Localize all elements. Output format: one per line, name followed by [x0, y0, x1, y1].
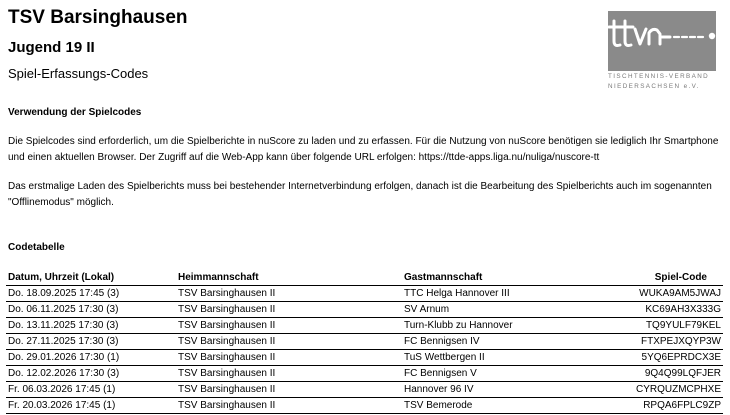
table-row: [6, 286, 723, 302]
cell-game-code: TQ9YULF79KEL: [606, 318, 723, 334]
codetable-heading: Codetabelle: [8, 242, 65, 253]
cell-home-team: TSV Barsinghausen II: [176, 398, 402, 414]
cell-home-team: TSV Barsinghausen II: [176, 334, 402, 350]
cell-guest-team: TuS Wettbergen II: [402, 350, 606, 366]
team-name: Jugend 19 II: [8, 39, 95, 56]
cell-game-code: WUKA9AM5JWAJ: [606, 286, 723, 302]
column-header-guest: Gastmannschaft: [402, 270, 606, 286]
table-row: [6, 302, 723, 318]
cell-date: Do. 18.09.2025 17:45 (3): [6, 286, 176, 302]
cell-date: Do. 13.11.2025 17:30 (3): [6, 318, 176, 334]
cell-guest-team: SV Arnum: [402, 302, 606, 318]
table-row: [6, 334, 723, 350]
table-tennis-logo-icon: [608, 11, 716, 71]
table-header-row: [6, 270, 723, 286]
cell-game-code: 5YQ6EPRDCX3E: [606, 350, 723, 366]
cell-home-team: TSV Barsinghausen II: [176, 302, 402, 318]
ttvn-logo: [608, 11, 724, 90]
column-header-home: Heimmannschaft: [176, 270, 402, 286]
logo-line-2: NIEDERSACHSEN e.V.: [608, 82, 700, 90]
table-row: [6, 350, 723, 366]
cell-guest-team: Hannover 96 IV: [402, 382, 606, 398]
usage-paragraph-2: Das erstmalige Laden des Spielberichts muss bei bestehender Internetverbindung erfolgen, danach ist die Bearbeitung des Spielberichts auch im sogenannten "Offlinemodus" möglich.: [8, 181, 712, 208]
cell-date: Do. 12.02.2026 17:30 (3): [6, 366, 176, 382]
cell-guest-team: Turn-Klubb zu Hannover: [402, 318, 606, 334]
cell-game-code: KC69AH3X333G: [606, 302, 723, 318]
table-row: [6, 398, 723, 414]
cell-date: Do. 06.11.2025 17:30 (3): [6, 302, 176, 318]
usage-heading: Verwendung der Spielcodes: [8, 107, 142, 118]
cell-game-code: CYRQUZMCPHXE: [606, 382, 723, 398]
cell-game-code: 9Q4Q99LQFJER: [606, 366, 723, 382]
cell-guest-team: TTC Helga Hannover III: [402, 286, 606, 302]
column-header-date: Datum, Uhrzeit (Lokal): [6, 270, 176, 286]
cell-guest-team: FC Bennigsen V: [402, 366, 606, 382]
document-title: Spiel-Erfassungs-Codes: [8, 66, 149, 81]
usage-paragraph-1: Die Spielcodes sind erforderlich, um die Spielberichte in nuScore zu laden und zu erfassen. Für die Nutzung von nuScore benötigen sie lediglich Ihr Smartphone und einen aktuellen Browser. Der Zugriff auf die Web-App kann über folgende URL erfolgen: https://ttde-apps.liga.nu/nuliga/nuscore-tt: [8, 136, 719, 163]
cell-date: Do. 27.11.2025 17:30 (3): [6, 334, 176, 350]
club-name: TSV Barsinghausen: [8, 7, 188, 28]
table-row: [6, 318, 723, 334]
logo-mark: [608, 11, 716, 71]
logo-line-1: TISCHTENNIS-VERBAND: [608, 73, 710, 80]
table-row: [6, 382, 723, 398]
table-row: [6, 366, 723, 382]
cell-home-team: TSV Barsinghausen II: [176, 366, 402, 382]
cell-home-team: TSV Barsinghausen II: [176, 382, 402, 398]
cell-game-code: FTXPEJXQYP3W: [606, 334, 723, 350]
cell-date: Do. 29.01.2026 17:30 (1): [6, 350, 176, 366]
cell-home-team: TSV Barsinghausen II: [176, 286, 402, 302]
cell-date: Fr. 20.03.2026 17:45 (1): [6, 398, 176, 414]
cell-guest-team: FC Bennigsen IV: [402, 334, 606, 350]
cell-guest-team: TSV Bemerode: [402, 398, 606, 414]
code-table: [6, 270, 723, 414]
column-header-code: Spiel-Code: [606, 270, 723, 286]
cell-home-team: TSV Barsinghausen II: [176, 350, 402, 366]
cell-home-team: TSV Barsinghausen II: [176, 318, 402, 334]
cell-game-code: RPQA6FPLC9ZP: [606, 398, 723, 414]
cell-date: Fr. 06.03.2026 17:45 (1): [6, 382, 176, 398]
